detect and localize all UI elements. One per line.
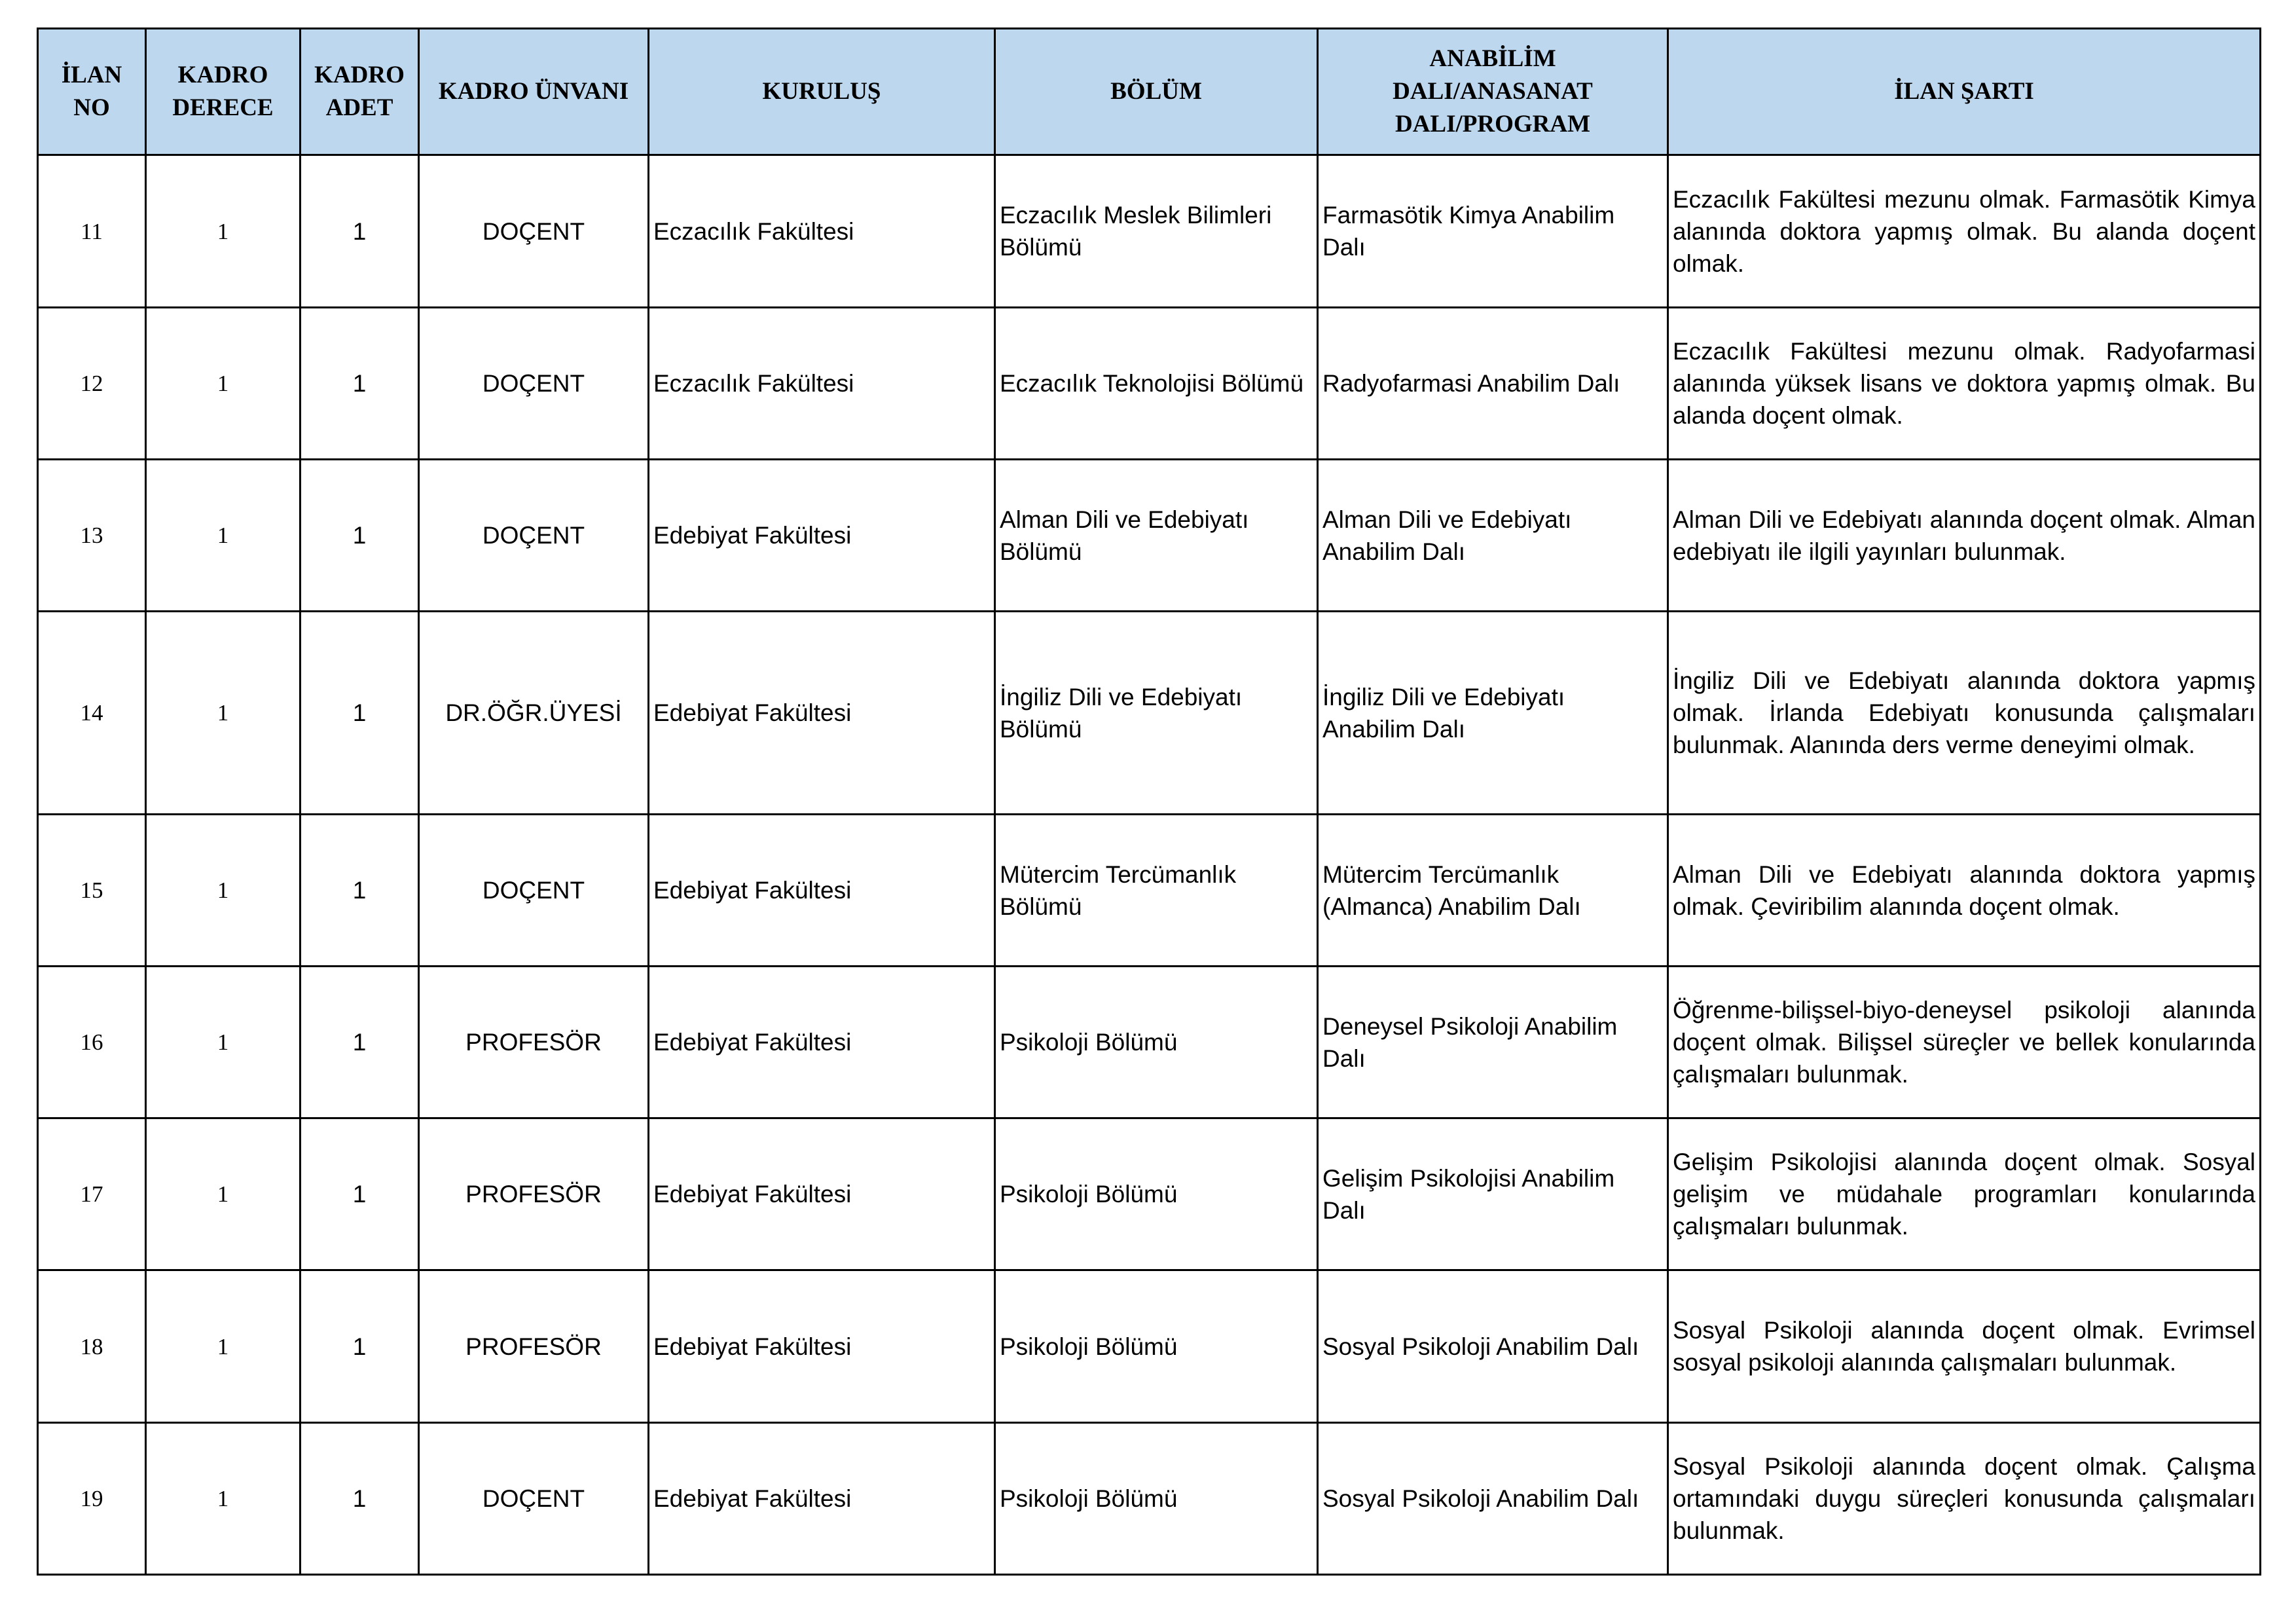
cell-kadro-unvani: PROFESÖR [419, 967, 649, 1118]
cell-kadro-derece: 1 [146, 155, 301, 308]
cell-ilan-no: 18 [38, 1270, 146, 1423]
cell-bolum: Eczacılık Teknolojisi Bölümü [995, 308, 1318, 460]
table-row [38, 460, 2261, 612]
cell-kadro-unvani: DOÇENT [419, 815, 649, 967]
cell-bolum: Psikoloji Bölümü [995, 1423, 1318, 1575]
cell-kurulus: Edebiyat Fakültesi [649, 1270, 995, 1423]
cell-kurulus: Edebiyat Fakültesi [649, 460, 995, 612]
cell-anabilim-dali: Sosyal Psikoloji Anabilim Dalı [1318, 1270, 1668, 1423]
cell-bolum: Psikoloji Bölümü [995, 1118, 1318, 1270]
cell-kadro-derece: 1 [146, 308, 301, 460]
cell-ilan-sarti: Alman Dili ve Edebiyatı alanında doktora yapmış olmak. Çeviribilim alanında doçent olmak. [1668, 815, 2261, 967]
cell-bolum: Alman Dili ve Edebiyatı Bölümü [995, 460, 1318, 612]
cell-bolum: Mütercim Tercümanlık Bölümü [995, 815, 1318, 967]
cell-ilan-sarti: Sosyal Psikoloji alanında doçent olmak. Çalışma ortamındaki duygu süreçleri konusunda çalışmaları bulunmak. [1668, 1423, 2261, 1575]
table-row [38, 815, 2261, 967]
table-row [38, 155, 2261, 308]
cell-bolum: İngiliz Dili ve Edebiyatı Bölümü [995, 612, 1318, 815]
cell-bolum: Eczacılık Meslek Bilimleri Bölümü [995, 155, 1318, 308]
cell-ilan-sarti: Gelişim Psikolojisi alanında doçent olmak. Sosyal gelişim ve müdahale programları konularında çalışmaları bulunmak. [1668, 1118, 2261, 1270]
cell-ilan-sarti: Alman Dili ve Edebiyatı alanında doçent olmak. Alman edebiyatı ile ilgili yayınları bulunmak. [1668, 460, 2261, 612]
cell-ilan-sarti: Eczacılık Fakültesi mezunu olmak. Radyofarmasi alanında yüksek lisans ve doktora yapmış olmak. Bu alanda doçent olmak. [1668, 308, 2261, 460]
cell-kadro-unvani: PROFESÖR [419, 1118, 649, 1270]
cell-anabilim-dali: Gelişim Psikolojisi Anabilim Dalı [1318, 1118, 1668, 1270]
header-ilan-no: İLAN NO [38, 29, 146, 155]
cell-kurulus: Edebiyat Fakültesi [649, 1423, 995, 1575]
cell-kadro-unvani: PROFESÖR [419, 1270, 649, 1423]
cell-kadro-derece: 1 [146, 1118, 301, 1270]
cell-kadro-unvani: DOÇENT [419, 308, 649, 460]
cell-ilan-no: 11 [38, 155, 146, 308]
cell-ilan-no: 12 [38, 308, 146, 460]
cell-kurulus: Edebiyat Fakültesi [649, 612, 995, 815]
cell-kadro-derece: 1 [146, 1270, 301, 1423]
header-kurulus: KURULUŞ [649, 29, 995, 155]
ilan-table [37, 28, 2261, 1576]
cell-kadro-adet: 1 [301, 1270, 419, 1423]
cell-ilan-sarti: Sosyal Psikoloji alanında doçent olmak. Evrimsel sosyal psikoloji alanında çalışmaları bulunmak. [1668, 1270, 2261, 1423]
header-anabilim-dali: ANABİLİM DALI/ANASANAT DALI/PROGRAM [1318, 29, 1668, 155]
cell-kadro-unvani: DR.ÖĞR.ÜYESİ [419, 612, 649, 815]
cell-kadro-adet: 1 [301, 815, 419, 967]
cell-kadro-derece: 1 [146, 460, 301, 612]
cell-bolum: Psikoloji Bölümü [995, 967, 1318, 1118]
cell-ilan-sarti: Eczacılık Fakültesi mezunu olmak. Farmasötik Kimya alanında doktora yapmış olmak. Bu alanda doçent olmak. [1668, 155, 2261, 308]
cell-kadro-derece: 1 [146, 967, 301, 1118]
cell-anabilim-dali: Deneysel Psikoloji Anabilim Dalı [1318, 967, 1668, 1118]
cell-kurulus: Eczacılık Fakültesi [649, 155, 995, 308]
cell-ilan-sarti: Öğrenme-bilişsel-biyo-deneysel psikoloji alanında doçent olmak. Bilişsel süreçler ve bellek konularında çalışmaları bulunmak. [1668, 967, 2261, 1118]
cell-kadro-adet: 1 [301, 460, 419, 612]
cell-ilan-no: 16 [38, 967, 146, 1118]
cell-bolum: Psikoloji Bölümü [995, 1270, 1318, 1423]
cell-anabilim-dali: Radyofarmasi Anabilim Dalı [1318, 308, 1668, 460]
cell-kurulus: Edebiyat Fakültesi [649, 967, 995, 1118]
cell-anabilim-dali: Alman Dili ve Edebiyatı Anabilim Dalı [1318, 460, 1668, 612]
table-row [38, 612, 2261, 815]
cell-ilan-sarti: İngiliz Dili ve Edebiyatı alanında doktora yapmış olmak. İrlanda Edebiyatı konusunda çalışmaları bulunmak. Alanında ders verme deneyimi olmak. [1668, 612, 2261, 815]
cell-ilan-no: 13 [38, 460, 146, 612]
cell-anabilim-dali: İngiliz Dili ve Edebiyatı Anabilim Dalı [1318, 612, 1668, 815]
header-kadro-unvani: KADRO ÜNVANI [419, 29, 649, 155]
cell-kadro-adet: 1 [301, 1118, 419, 1270]
cell-anabilim-dali: Mütercim Tercümanlık (Almanca) Anabilim Dalı [1318, 815, 1668, 967]
table-row [38, 1118, 2261, 1270]
table-body [38, 155, 2261, 1575]
cell-kadro-adet: 1 [301, 612, 419, 815]
table-row [38, 308, 2261, 460]
cell-kurulus: Edebiyat Fakültesi [649, 1118, 995, 1270]
table-row [38, 1423, 2261, 1575]
header-ilan-sarti: İLAN ŞARTI [1668, 29, 2261, 155]
cell-ilan-no: 14 [38, 612, 146, 815]
cell-kadro-unvani: DOÇENT [419, 1423, 649, 1575]
cell-kadro-adet: 1 [301, 155, 419, 308]
cell-kadro-adet: 1 [301, 1423, 419, 1575]
cell-kadro-derece: 1 [146, 1423, 301, 1575]
table-row [38, 967, 2261, 1118]
cell-kadro-unvani: DOÇENT [419, 155, 649, 308]
cell-kadro-adet: 1 [301, 967, 419, 1118]
cell-anabilim-dali: Farmasötik Kimya Anabilim Dalı [1318, 155, 1668, 308]
cell-kadro-unvani: DOÇENT [419, 460, 649, 612]
cell-ilan-no: 19 [38, 1423, 146, 1575]
cell-ilan-no: 15 [38, 815, 146, 967]
cell-kadro-derece: 1 [146, 612, 301, 815]
cell-anabilim-dali: Sosyal Psikoloji Anabilim Dalı [1318, 1423, 1668, 1575]
cell-kurulus: Eczacılık Fakültesi [649, 308, 995, 460]
table-row [38, 1270, 2261, 1423]
header-kadro-derece: KADRO DERECE [146, 29, 301, 155]
cell-kadro-adet: 1 [301, 308, 419, 460]
header-bolum: BÖLÜM [995, 29, 1318, 155]
header-row [38, 29, 2261, 155]
cell-kurulus: Edebiyat Fakültesi [649, 815, 995, 967]
table-header [38, 29, 2261, 155]
cell-kadro-derece: 1 [146, 815, 301, 967]
cell-ilan-no: 17 [38, 1118, 146, 1270]
header-kadro-adet: KADRO ADET [301, 29, 419, 155]
